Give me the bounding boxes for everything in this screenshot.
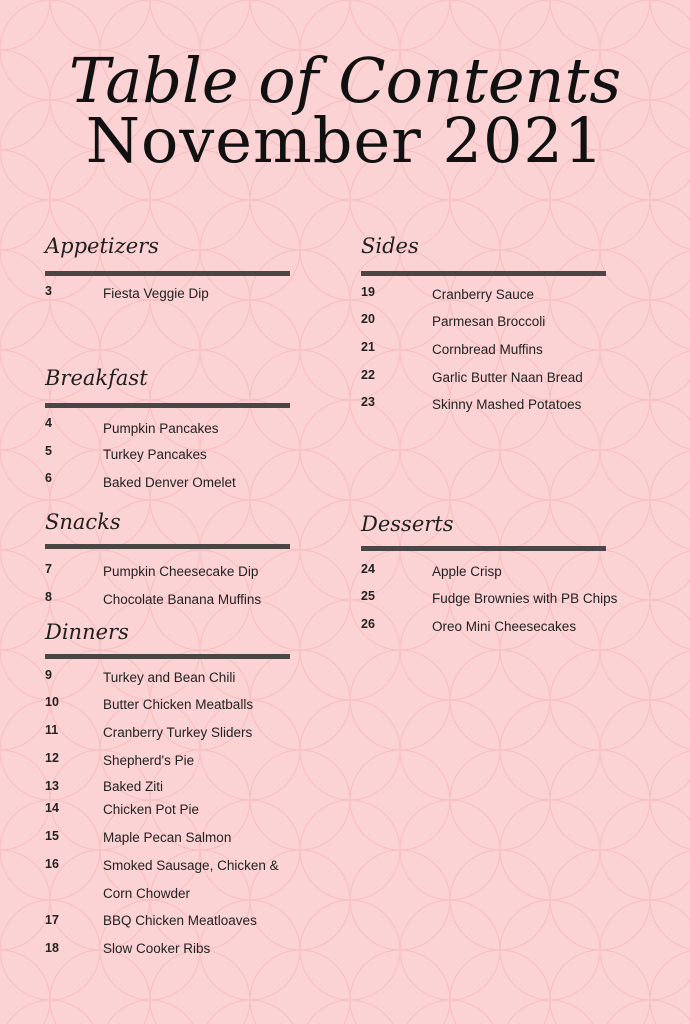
page-number: 8 bbox=[45, 590, 52, 604]
entry-title: Cranberry Turkey Sliders bbox=[103, 725, 253, 740]
toc-entry[interactable] bbox=[45, 668, 345, 688]
toc-entry[interactable] bbox=[361, 395, 661, 415]
entry-title: Fudge Brownies with PB Chips bbox=[432, 591, 618, 606]
page-number: 4 bbox=[45, 416, 52, 430]
toc-entry[interactable] bbox=[45, 857, 345, 905]
toc-entry[interactable] bbox=[45, 941, 345, 961]
page-number: 24 bbox=[361, 562, 375, 576]
entry-title: Parmesan Broccoli bbox=[432, 314, 546, 329]
toc-entry[interactable] bbox=[45, 444, 345, 464]
title-month-year: November 2021 bbox=[85, 104, 605, 177]
section-heading: Dinners bbox=[45, 620, 129, 644]
entry-title: Turkey Pancakes bbox=[103, 447, 207, 462]
section-breakfast bbox=[45, 365, 305, 490]
entry-title: Chicken Pot Pie bbox=[103, 802, 200, 817]
page-number: 5 bbox=[45, 444, 52, 458]
section-heading: Snacks bbox=[45, 510, 121, 534]
entry-title: Fiesta Veggie Dip bbox=[103, 286, 209, 301]
page-number: 11 bbox=[45, 723, 59, 737]
section-divider bbox=[361, 271, 606, 276]
section-dinners bbox=[45, 619, 305, 956]
section-desserts bbox=[361, 511, 661, 634]
page-number: 14 bbox=[45, 801, 59, 815]
entry-title: Cranberry Sauce bbox=[432, 287, 535, 302]
page-number: 16 bbox=[45, 857, 59, 871]
section-sides bbox=[361, 233, 661, 412]
toc-entry[interactable] bbox=[361, 312, 661, 332]
section-heading: Sides bbox=[361, 234, 419, 258]
entry-title: Chocolate Banana Muffins bbox=[103, 592, 262, 607]
toc-entry[interactable] bbox=[45, 913, 345, 933]
page-number: 20 bbox=[361, 312, 375, 326]
section-divider bbox=[361, 546, 606, 551]
toc-entry[interactable] bbox=[45, 695, 345, 715]
entry-title: Baked Denver Omelet bbox=[103, 475, 236, 490]
page-number: 23 bbox=[361, 395, 375, 409]
section-heading: Breakfast bbox=[45, 366, 148, 390]
entry-title: Shepherd's Pie bbox=[103, 753, 195, 768]
entry-title: Turkey and Bean Chili bbox=[103, 670, 236, 685]
entry-title: Skinny Mashed Potatoes bbox=[432, 397, 582, 412]
page-number: 19 bbox=[361, 285, 375, 299]
toc-entry[interactable] bbox=[361, 340, 661, 360]
page-number: 10 bbox=[45, 695, 59, 709]
section-divider bbox=[45, 654, 290, 659]
entry-title: Maple Pecan Salmon bbox=[103, 830, 232, 845]
toc-entry[interactable] bbox=[361, 285, 661, 305]
entry-title: Pumpkin Cheesecake Dip bbox=[103, 564, 259, 579]
entry-title: Baked Ziti bbox=[103, 779, 164, 794]
page-number: 21 bbox=[361, 340, 375, 354]
toc-entry[interactable] bbox=[361, 589, 661, 609]
section-divider bbox=[45, 403, 290, 408]
page-number: 12 bbox=[45, 751, 59, 765]
toc-entry[interactable] bbox=[361, 562, 661, 582]
section-heading: Desserts bbox=[361, 512, 454, 536]
page-number: 13 bbox=[45, 779, 59, 793]
page-number: 26 bbox=[361, 617, 375, 631]
toc-entry[interactable] bbox=[45, 284, 345, 304]
entry-title: Apple Crisp bbox=[432, 564, 502, 579]
page-number: 6 bbox=[45, 471, 52, 485]
page-number: 22 bbox=[361, 368, 375, 382]
toc-entry[interactable] bbox=[45, 829, 345, 849]
entry-title: Slow Cooker Ribs bbox=[103, 941, 211, 956]
toc-entry[interactable] bbox=[45, 416, 345, 436]
entry-title-continuation: Corn Chowder bbox=[103, 886, 191, 901]
entry-title: Pumpkin Pancakes bbox=[103, 421, 219, 436]
section-divider bbox=[45, 544, 290, 549]
section-heading: Appetizers bbox=[45, 234, 159, 258]
section-divider bbox=[45, 271, 290, 276]
toc-entry[interactable] bbox=[361, 368, 661, 388]
entry-title: Butter Chicken Meatballs bbox=[103, 697, 254, 712]
title-table-of-contents: Table of Contents bbox=[68, 44, 622, 117]
toc-entry[interactable] bbox=[45, 471, 345, 491]
page-number: 18 bbox=[45, 941, 59, 955]
toc-entry[interactable] bbox=[361, 617, 661, 637]
page-number: 15 bbox=[45, 829, 59, 843]
entry-title: Smoked Sausage, Chicken & bbox=[103, 858, 279, 873]
section-snacks bbox=[45, 509, 305, 607]
toc-entry[interactable] bbox=[45, 590, 345, 610]
toc-entry[interactable] bbox=[45, 779, 345, 799]
entry-title: Oreo Mini Cheesecakes bbox=[432, 619, 577, 634]
toc-entry[interactable] bbox=[45, 562, 345, 582]
section-appetizers bbox=[45, 233, 305, 301]
toc-entry[interactable] bbox=[45, 723, 345, 743]
entry-title: BBQ Chicken Meatloaves bbox=[103, 913, 257, 928]
toc-entry[interactable] bbox=[45, 751, 345, 771]
page-number: 25 bbox=[361, 589, 375, 603]
toc-entry[interactable] bbox=[45, 801, 345, 821]
entry-title: Cornbread Muffins bbox=[432, 342, 543, 357]
page-number: 9 bbox=[45, 668, 52, 682]
page-number: 7 bbox=[45, 562, 52, 576]
entry-title: Garlic Butter Naan Bread bbox=[432, 370, 583, 385]
page-number: 17 bbox=[45, 913, 59, 927]
page-number: 3 bbox=[45, 284, 52, 298]
